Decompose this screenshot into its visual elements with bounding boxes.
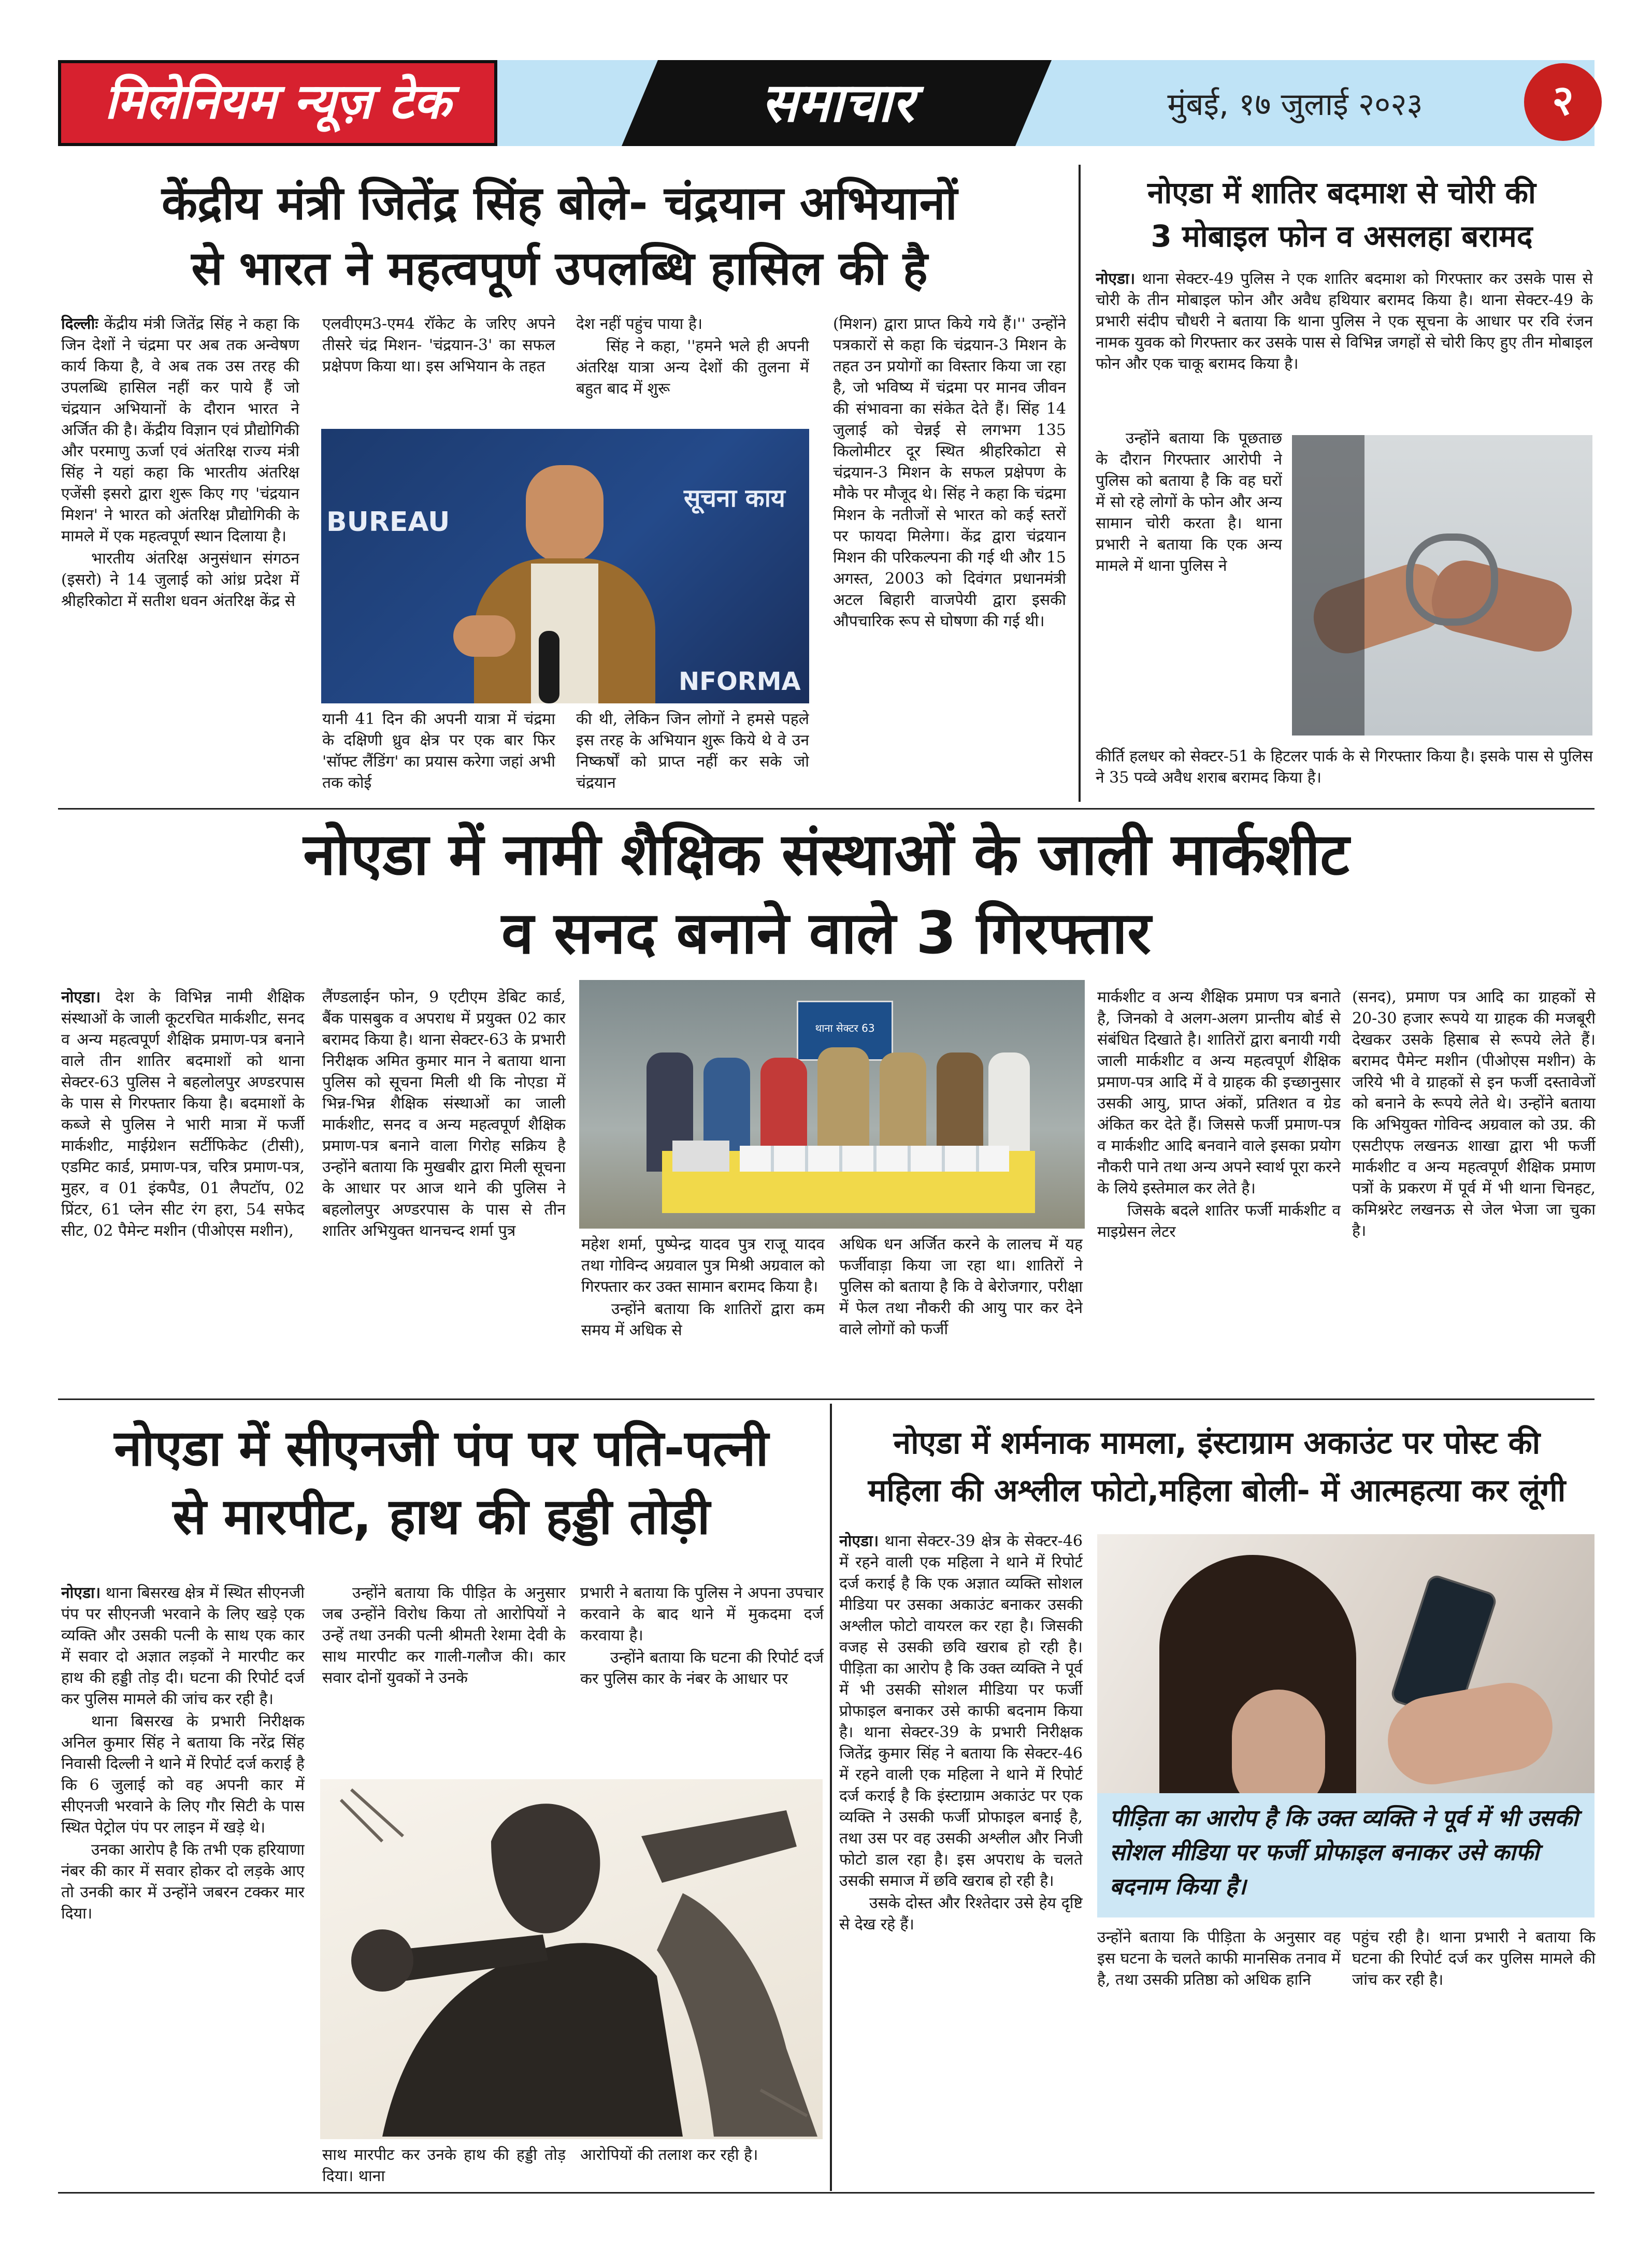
story4-col1-p3: उनका आरोप है कि तभी एक हरियाणा नंबर की कार में सवार होकर दो लड़के आए तो उनकी कार में उन्होंने जबरन टक्कर मार दिया।	[61, 1841, 305, 1923]
story3-col1-text: देश के विभिन्न नामी शैक्षिक संस्थाओं के जाली कूटरचित मार्कशीट, सनद व अन्य महत्वपूर्ण शैक्षिक प्रमाण-पत्र बनाने वाले तीन शातिर बदमाशों को थाना सेक्टर-63 पुलिस ने बहलोलपुर अण्डरपास के पास से गिरफ्तार किया है। बदमाशों के कब्जे से पुलिस ने भारी मात्रा में फर्जी मार्कशीट, माईग्रेशन सर्टीफिकेट (टीसी), एडमिट कार्ड, प्रमाण-पत्र, चरित्र प्रमाण-पत्र, मुहर, व 01 इंकपैड, 01 लैपटॉप, 02 प्रिंटर, 61 प्लेन सीट रंग हरा, 54 सफेद सीट, 02 पैमेन्ट मशीन (पीओएस मशीन),	[61, 988, 305, 1240]
story2-p3: कीर्ति हलधर को सेक्टर-51 के हिटलर पार्क के से गिरफ्तार किया है। इसके पास से पुलिस ने 35 पव्वे अवैध शराब बरामद किया है।	[1096, 747, 1593, 787]
story3-col2-text: लैंण्डलाईन फोन, 9 एटीएम डेबिट कार्ड, बैंक पासबुक व अपराध में प्रयुक्त 02 कार बरामद किया है। थाना सेक्टर-63 के प्रभारी निरीक्षक अमित कुमार मान ने बताया थाना पुलिस को सूचना मिली थी कि नोएडा में भिन्न-भिन्न शैक्षिक संस्थाओं का जाली मार्कशीट, सनद व अन्य महत्वपूर्ण शैक्षिक प्रमाण-पत्र बनाने वाला गिरोह सक्रिय है उन्होंने बताया कि मुखबीर द्वारा मिली सूचना के आधार पर आज थाने की पुलिस ने बहलोलपुर अण्डरपास के पास से तीन शातिर अभियुक्त थानचन्द शर्मा पुत्र	[322, 988, 566, 1240]
story4-col1-p2: थाना बिसरख के प्रभारी निरीक्षक अनिल कुमार सिंह ने बताया कि नरेंद्र सिंह निवासी दिल्ली ने थाने में रिपोर्ट दर्ज कराई है कि 6 जुलाई को वह अपनी कार में सीएनजी भरवाने के लिए गौर सिटी के पास स्थित पेट्रोल पंप पर लाइन में खड़े थे।	[61, 1712, 305, 1837]
story3-col2	[322, 987, 566, 1391]
story3-col3	[581, 1234, 825, 1392]
story3-col1	[61, 987, 305, 1391]
story1-col3-bottom	[576, 709, 809, 797]
story4-col3-top-p1: प्रभारी ने बताया कि पुलिस ने अपना उपचार करवाने के बाद थाने में मुकदमा दर्ज करवाया है।	[580, 1584, 824, 1645]
story2-headline-line1: नोएडा में शातिर बदमाश से चोरी की	[1147, 175, 1536, 210]
story3-headline-line1: नोएडा में नामी शैक्षिक संस्थाओं के जाली मार्कशीट	[303, 821, 1349, 888]
seized-items-table	[662, 1151, 1035, 1213]
story3-col6-text: (सनद), प्रमाण पत्र आदि का ग्राहकों से 20-30 हजार रूपये या ग्राहक की मजबूरी देखकर उसके हिसाब से रूपये लेते हैं। बरामद पैमेन्ट मशीन (पीओएस मशीन) के जरिये भी वे ग्राहकों से इन फर्जी दस्तावेजों को बनाने के रूपये लेते थे। उन्होंने बताया कि अभियुक्त गोविन्द अग्रवाल को उप्र. की एसटीएफ लखनऊ शाखा द्वारा भी फर्जी मार्कशीट व अन्य महत्वपूर्ण शैक्षिक प्रमाण पत्रों के प्रकरण में पूर्व में भी थाना चिनहट, कमिश्नरेट लखनऊ से जेल भेजा जा चुका है।	[1352, 988, 1596, 1240]
arrested-group-photo	[579, 980, 1085, 1229]
story2-dateline: नोएडा।	[1096, 270, 1136, 288]
story4-headline	[58, 1414, 825, 1551]
story1-col3-top-p2: सिंह ने कहा, ''हमने भले ही अपनी अंतरिक्ष यात्रा अन्य देशों की तुलना में बहुत बाद में शुरू	[576, 337, 809, 398]
police-station-board-text: थाना सेक्टर 63	[815, 1022, 875, 1034]
masthead-name: मिलेनियम न्यूज़ टेक	[104, 74, 451, 130]
story4-dateline: नोएडा।	[61, 1584, 101, 1602]
story1-divider	[1079, 165, 1081, 802]
story3-col5	[1097, 987, 1341, 1391]
story1-col4	[833, 313, 1066, 800]
story5-headline-line1: नोएडा में शर्मनाक मामला, इंस्टाग्राम अकाउंट पर पोस्ट की	[893, 1425, 1541, 1461]
story5-col2	[1097, 1927, 1341, 2188]
story4-col1-p1: थाना बिसरख क्षेत्र में स्थित सीएनजी पंप पर सीएनजी भरवाने के लिए खड़े एक व्यक्ति और उसकी पत्नी के साथ एक कार में सवार दो अज्ञात लड़कों ने मारपीट कर हाथ की हड्डी तोड़ दी। घटना की रिपोर्ट दर्ज कर पुलिस मामले की जांच कर रही है।	[61, 1584, 305, 1708]
masthead-section: समाचार	[761, 71, 914, 134]
masthead	[58, 60, 1594, 146]
story4-col2-top-text: उन्होंने बताया कि पीड़ित के अनुसार जब उन्होंने विरोध किया तो आरोपियों ने उन्हें तथा उनकी पत्नी श्रीमती रेशमा देवी के साथ मारपीट कर गाली-गलौज की। कार सवार दोनों युवकों ने उनके	[322, 1584, 566, 1687]
page-number-badge	[1524, 63, 1602, 141]
minister-figure	[453, 460, 676, 703]
story3-headline	[58, 815, 1594, 973]
story2-p2: उन्होंने बताया कि पूछताछ के दौरान गिरफ्तार आरोपी ने पुलिस को बताया है कि वह घरों में सो रहे लोगों के फोन और अन्य सामान चोरी करता है। थाना प्रभारी ने बताया कि एक अन्य मामले में थाना पुलिस ने	[1096, 429, 1282, 575]
story3-col3-p2: उन्होंने बताया कि शातिरों द्वारा कम समय में अधिक से	[581, 1300, 825, 1339]
woman-phone-photo	[1097, 1534, 1594, 1917]
story5-col1	[839, 1531, 1083, 2188]
assault-illustration	[320, 1779, 823, 2139]
microphone-icon	[539, 631, 559, 703]
story5-col3	[1352, 1927, 1596, 2188]
story3-col5-p1: मार्कशीट व अन्य शैक्षिक प्रमाण पत्र बनाते है, जिनको वे अलग-अलग प्रान्तीय बोर्ड से संबंधित दिखाते है। शातिरों द्वारा बनायी गयी जाली मार्कशीट व अन्य महत्वपूर्ण शैक्षिक प्रमाण-पत्र आदि में वे ग्राहक की इच्छानुसार उसकी आयु, प्राप्त अंकों, प्रतिशत व ग्रेड अंकित कर देते हैं। जिससे फर्जी प्रमाण-पत्र व मार्कशीट आदि बनवाने वाले इसका प्रयोग नौकरी पाने तथा अन्य अपने स्वार्थ पूरा करने के लिये इस्तेमाल कर लेते है।	[1097, 988, 1341, 1198]
story2-col-left	[1096, 428, 1282, 743]
story4-col2-top	[322, 1582, 566, 1774]
story4-col2-bottom-text: साथ मारपीट कर उनके हाथ की हड्डी तोड़ दिया। थाना	[322, 2146, 566, 2185]
masthead-dateline: मुंबई, १७ जुलाई २०२३	[1167, 86, 1423, 123]
story3-col5-p2: जिसके बदले शातिर फर्जी मार्कशीट व माइग्रेसन लेटर	[1097, 1202, 1341, 1241]
pull-quote: पीड़िता का आरोप है कि उक्त व्यक्ति ने पूर्व में भी उसकी सोशल मीडिया पर फर्जी प्रोफाइल बनाकर उसे काफी बदनाम किया है।	[1110, 1805, 1578, 1900]
story4-col3-bottom	[580, 2144, 824, 2191]
minister-photo-sign-right: सूचना काय	[684, 484, 785, 513]
story1-headline-line1: केंद्रीय मंत्री जितेंद्र सिंह बोले- चंद्रयान अभियानों	[162, 176, 957, 230]
story1-headline-line2: से भारत ने महत्वपूर्ण उपलब्धि हासिल की है	[191, 241, 928, 296]
story3-col6	[1352, 987, 1596, 1391]
story1-col1-p1: केंद्रीय मंत्री जितेंद्र सिंह ने कहा कि जिन देशों ने चंद्रमा पर अब तक अन्वेषण कार्य किया है, वे अब तक उस तरह की उपलब्धि हासिल नहीं कर पाये हैं जो चंद्रयान अभियानों के दौरान भारत ने अर्जित की है। केंद्रीय विज्ञान एवं प्रौद्योगिकी और परमाणु ऊर्जा एवं अंतरिक्ष राज्य मंत्री सिंह ने यहां कहा कि भारतीय अंतरिक्ष एजेंसी इसरो द्वारा शुरू किए गए 'चंद्रयान मिशन' ने भारत को अंतरिक्ष प्रौद्योगिकी के मामले में एक महत्वपूर्ण स्थान दिलाया है।	[61, 315, 299, 545]
story5-dateline: नोएडा।	[839, 1532, 879, 1550]
story4-col2-bottom	[322, 2144, 566, 2191]
story1-dateline: दिल्लीः	[61, 315, 98, 333]
story5-headline	[838, 1419, 1596, 1515]
handcuff-icon	[1406, 533, 1498, 626]
page-bottom-rule	[58, 2192, 1594, 2194]
story5-headline-line2: महिला की अश्लील फोटो,महिला बोली- में आत्महत्या कर लूंगी	[868, 1473, 1566, 1509]
story1-col3-bottom-text: की थी, लेकिन जिन लोगों ने हमसे पहले इस तरह के अभियान शुरू किये थे वे उन निष्कर्षों को प्राप्त नहीं कर सके जो चंद्रयान	[576, 710, 809, 792]
story4-col1	[61, 1582, 305, 2188]
story1-col2-bottom-text: यानी 41 दिन की अपनी यात्रा में चंद्रमा के दक्षिणी ध्रुव क्षेत्र पर एक बार फिर 'सॉफ्ट लैंडिंग' का प्रयास करेगा जहां अभी तक कोई	[322, 710, 555, 792]
minister-photo-sign-left: BUREAU	[326, 507, 450, 538]
story2-p1: थाना सेक्टर-49 पुलिस ने एक शातिर बदमाश को गिरफ्तार कर उसके पास से चोरी के तीन मोबाइल फोन और अवैध हथियार बरामद किया है। थाना सेक्टर-49 के प्रभारी संदीप चौधरी ने बताया कि थाना पुलिस ने एक सूचना के आधार पर रवि रंजन नामक युवक को गिरफ्तार कर उसके पास से विभिन्न जगहों से चोरी किए हुए तीन मोबाइल फोन और एक चाकू बरामद किया है।	[1096, 270, 1593, 373]
story1-col1	[61, 313, 299, 800]
story4-headline-line1: नोएडा में सीएनजी पंप पर पति-पत्नी	[114, 1419, 769, 1477]
minister-photo	[321, 429, 809, 703]
story3-col4	[839, 1234, 1083, 1392]
story2-intro	[1096, 268, 1593, 424]
story1-col3-top	[576, 313, 809, 423]
story4-col3-top-p2: उन्होंने बताया कि घटना की रिपोर्ट दर्ज कर पुलिस कार के नंबर के आधार पर	[580, 1649, 824, 1688]
story2-headline-line2: 3 मोबाइल फोन व असलहा बरामद	[1151, 219, 1533, 254]
masthead-name-box	[58, 60, 497, 146]
story5-col3-text: पहुंच रही है। थाना प्रभारी ने बताया कि घटना की रिपोर्ट दर्ज कर पुलिस मामले की जांच कर रही है।	[1352, 1928, 1596, 1989]
minister-photo-sign-bottom: NFORMA	[679, 667, 801, 696]
story1-col1-p2: भारतीय अंतरिक्ष अनुसंधान संगठन (इसरो) ने 14 जुलाई को आंध्र प्रदेश में श्रीहरिकोटा में सतीश धवन अंतरिक्ष केंद्र से	[61, 550, 299, 610]
story5-col1-p2: उसके दोस्त और रिश्तेदार उसे हेय दृष्टि से देख रहे हैं।	[839, 1894, 1083, 1934]
story4-story5-divider	[830, 1404, 832, 2191]
story2-outro	[1096, 746, 1593, 798]
story1-headline	[62, 171, 1057, 301]
quote-box	[1097, 1793, 1594, 1917]
story4-col3-top	[580, 1582, 824, 1774]
story1-col4-text: (मिशन) द्वारा प्राप्त किये गये हैं।'' उन्होंने पत्रकारों से कहा कि चंद्रयान-3 मिशन के तहत उन प्रयोगों का विस्तार किया जा रहा है, जो भविष्य में चंद्रमा पर मानव जीवन की संभावना का संकेत देते हैं। सिंह 14 जुलाई को चेन्नई से लगभग 135 किलोमीटर दूर स्थित श्रीहरिकोटा से चंद्रयान-3 मिशन के सफल प्रक्षेपण के मौके पर मौजूद थे। सिंह ने कहा कि चंद्रमा मिशन के नतीजों से भारत को कई स्तरों पर फायदा मिलेगा। केंद्र द्वारा चंद्रयान मिशन की परिकल्पना की गई थी और 15 अगस्त, 2003 को दिवंगत प्रधानमंत्री अटल बिहारी वाजपेयी द्वारा इसकी औपचारिक रूप से घोषणा की गई थी।	[833, 315, 1066, 630]
story1-col2-top-text: एलवीएम3-एम4 रॉकेट के जरिए अपने तीसरे चंद्र मिशन- 'चंद्रयान-3' का सफल प्रक्षेपण किया था। इस अभियान के तहत	[322, 315, 555, 376]
story3-top-rule	[58, 808, 1594, 810]
story2-headline	[1088, 171, 1596, 258]
story5-col1-p1: थाना सेक्टर-39 क्षेत्र के सेक्टर-46 में रहने वाली एक महिला ने थाने में रिपोर्ट दर्ज कराई है कि एक अज्ञात व्यक्ति सोशल मीडिया पर उसका अकाउंट बनाकर उसकी अश्लील फोटो वायरल कर रहा है। जिसकी वजह से उसकी छवि खराब हो रही है। पीड़िता का आरोप है कि उक्त व्यक्ति ने पूर्व में भी उसकी सोशल मीडिया पर फर्जी प्रोफाइल बनाकर उसे काफी बदनाम किया है। थाना सेक्टर-39 के प्रभारी निरीक्षक जितेंद्र कुमार सिंह ने बताया कि सेक्टर-46 में रहने वाली एक महिला ने थाने में रिपोर्ट दर्ज कराई है कि इंस्टाग्राम अकाउंट पर एक व्यक्ति ने उसकी फर्जी प्रोफाइल बनाई है, तथा उस पर वह उसकी अश्लील और निजी फोटो डाल रहा है। इस अपराध के चलते उसकी समाज में छवि खराब हो रही है।	[839, 1532, 1083, 1890]
story3-dateline: नोएडा।	[61, 988, 101, 1006]
story1-col2-bottom	[322, 709, 555, 797]
assault-sketch	[320, 1779, 823, 2139]
story4-headline-line2: से मारपीट, हाथ की हड्डी तोड़ी	[173, 1488, 710, 1546]
page-number: २	[1552, 76, 1574, 124]
story4-top-rule	[58, 1398, 1594, 1400]
story1-col2-top	[322, 313, 555, 423]
story3-col4-p1: अधिक धन अर्जित करने के लालच में यह फर्जीवाड़ा किया जा रहा था। शातिरों ने पुलिस को बताया है कि वे बेरोजगार, परीक्षा में फेल तथा नौकरी की आयु पार कर देने वाले लोगों को फर्जी	[839, 1235, 1083, 1338]
story4-col3-bottom-text: आरोपियों की तलाश कर रही है।	[580, 2146, 758, 2164]
story1-col3-top-p1: देश नहीं पहुंच पाया है।	[576, 315, 703, 333]
handcuff-photo	[1292, 435, 1592, 736]
story3-col3-p1: महेश शर्मा, पुष्पेन्द्र यादव पुत्र राजू यादव तथा गोविन्द अग्रवाल पुत्र मिश्री अग्रवाल को गिरफ्तार कर उक्त सामान बरामद किया है।	[581, 1235, 825, 1296]
story5-col2-text: उन्होंने बताया कि पीड़िता के अनुसार वह इस घटना के चलते काफी मानसिक तनाव में है, तथा उसकी प्रतिष्ठा को अधिक हानि	[1097, 1928, 1341, 1989]
story3-headline-line2: व सनद बनाने वाले 3 गिरफ्तार	[501, 900, 1151, 967]
